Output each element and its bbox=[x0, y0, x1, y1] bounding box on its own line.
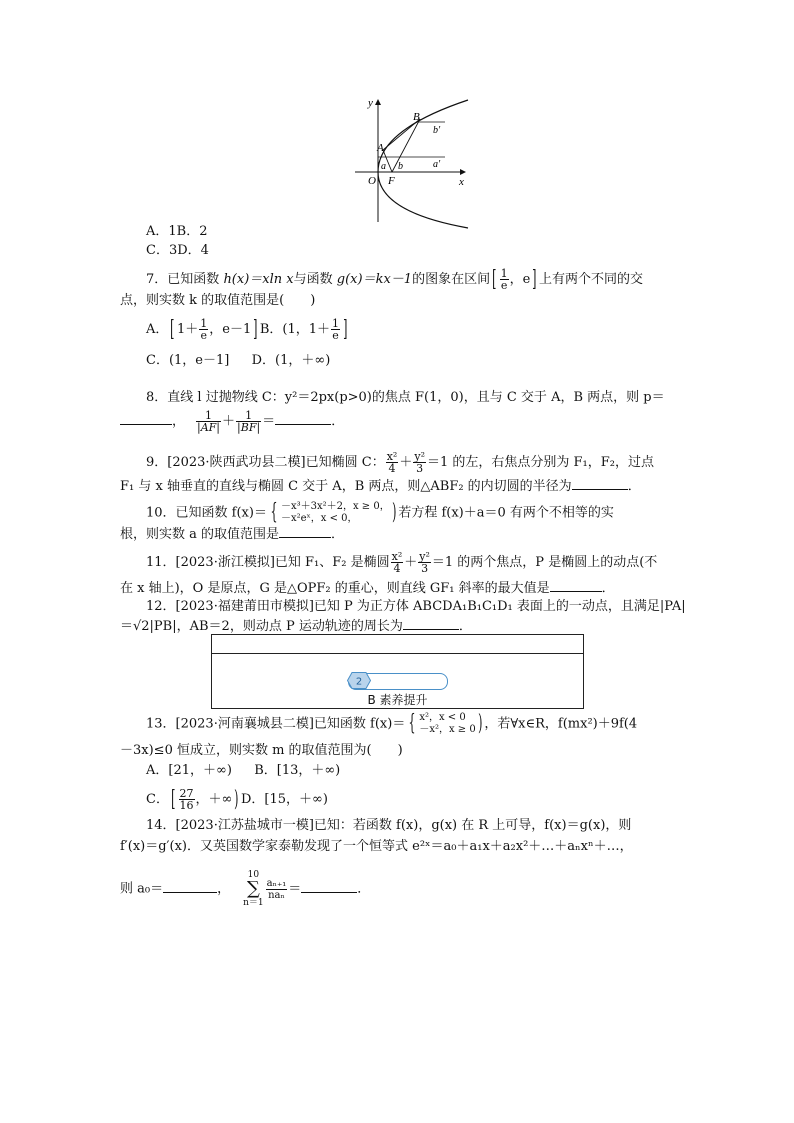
chord-AB bbox=[383, 119, 420, 150]
q13-piecewise bbox=[419, 712, 475, 736]
q7-num: 7． bbox=[146, 272, 168, 287]
q11-fraction1 bbox=[391, 551, 404, 574]
q13-optC-paren: ) bbox=[234, 786, 239, 812]
q13-optC-den: 16 bbox=[179, 799, 194, 812]
q10-piecewise bbox=[281, 501, 390, 525]
badge-hexagon-icon bbox=[347, 672, 371, 689]
q13-case1: x²，x < 0 bbox=[419, 712, 466, 723]
q7-interval-fraction bbox=[500, 268, 509, 291]
q9-f1-num: x² bbox=[386, 450, 398, 463]
q7-optB-num: 1 bbox=[332, 317, 340, 330]
q14-sum-bot: n＝1 bbox=[243, 898, 264, 908]
q13-optC-num: 27 bbox=[179, 787, 194, 800]
q14-frac-num: aₙ₊₁ bbox=[266, 877, 287, 889]
q9-end: ． bbox=[627, 479, 641, 494]
q13-line2: －3x)≤0 恒成立，则实数 m 的取值范围为( ) bbox=[120, 743, 403, 758]
q8-end: ． bbox=[331, 414, 345, 429]
q7-optA-num: 1 bbox=[200, 317, 208, 330]
q10-brace-right: ) bbox=[391, 500, 397, 525]
q13-optC-fraction bbox=[179, 788, 195, 811]
q14-frac-den: naₙ bbox=[268, 889, 285, 901]
q7-g: g(x)＝kx－1 bbox=[336, 272, 413, 287]
q12-line1: 12．[2023·福建莆田市模拟]已知 P 为正方体 ABCDA₁B₁C₁D₁ 表面上的一动点，且满足|PA| bbox=[146, 599, 686, 614]
q6-choices-line2: C．3D．4 bbox=[146, 243, 209, 258]
q12-line2-text: ＝√2|PB|，AB＝2，则动点 P 运动轨迹的周长为 bbox=[120, 619, 403, 634]
q12-blank[interactable] bbox=[403, 617, 459, 630]
q9-f1-den: 4 bbox=[388, 462, 396, 475]
q13-optC-prefix: C． bbox=[146, 792, 169, 807]
q11-f2-den: 3 bbox=[421, 562, 429, 575]
q7-optA-bracket-right: ] bbox=[253, 316, 258, 342]
q7-optA-prefix: A． bbox=[146, 322, 169, 337]
q7-interval-left-bracket: [ bbox=[492, 266, 497, 292]
q11-f1-den: 4 bbox=[393, 562, 401, 575]
q7-optA-a: 1＋ bbox=[176, 322, 199, 337]
section-banner bbox=[211, 634, 584, 709]
segment-FB bbox=[392, 119, 420, 172]
q7-optA-den: e bbox=[200, 329, 208, 342]
label-A: A bbox=[377, 142, 384, 154]
q8-sep: ， bbox=[172, 414, 186, 429]
q13-brace-right: ) bbox=[477, 711, 483, 736]
q9-fraction2 bbox=[413, 451, 426, 474]
q8-fraction2 bbox=[236, 410, 261, 433]
q13-post: ，若∀x∈R，f(mx²)＋9f(4 bbox=[484, 716, 638, 732]
q14-sum-operator bbox=[243, 870, 264, 908]
q10-line2 bbox=[120, 525, 344, 544]
q9-pre: 9．[2023·陕西武功县二模]已知椭圆 C： bbox=[146, 455, 385, 470]
q7-interval-den: e bbox=[500, 279, 508, 292]
q7-interval-num: 1 bbox=[500, 267, 508, 280]
q6-choices-line1: A．1B．2 bbox=[146, 224, 208, 239]
q10-case2: －x²eˣ，x < 0， bbox=[280, 513, 358, 524]
q13-optB: B．[13，＋∞) bbox=[254, 763, 341, 778]
q7-optA-bracket: [ bbox=[170, 316, 175, 342]
q7-optA-fraction bbox=[199, 318, 208, 341]
q7-optD: D．(1，＋∞) bbox=[251, 353, 331, 368]
q9-blank[interactable] bbox=[572, 477, 628, 490]
q14-line3 bbox=[120, 870, 370, 908]
q13-optD: D．[15，＋∞) bbox=[240, 792, 328, 807]
q10-blank[interactable] bbox=[279, 525, 331, 538]
q7-optC: C．(1，e－1] bbox=[146, 353, 230, 368]
q14-sep: ， bbox=[217, 881, 231, 897]
parabola-figure bbox=[0, 0, 794, 240]
q7-h: h(x)＝xln x bbox=[223, 272, 294, 287]
q8-f1-den: |AF| bbox=[197, 421, 221, 434]
q10-case1: －x³＋3x²＋2，x ≥ 0， bbox=[280, 501, 390, 512]
q7-text4: 上有两个不同的交 bbox=[538, 272, 643, 287]
label-F: F bbox=[388, 175, 395, 187]
banner-divider bbox=[212, 653, 583, 654]
q13-case2: －x²，x ≥ 0 bbox=[419, 724, 476, 735]
q14-sum-top: 10 bbox=[247, 870, 260, 880]
q14-fraction bbox=[266, 878, 288, 901]
q13-options-CD bbox=[146, 788, 328, 811]
q11-plus: ＋ bbox=[404, 555, 418, 570]
q8-f2-num: 1 bbox=[236, 410, 261, 422]
q11-post: ＝1 的两个焦点，P 是椭圆上的动点(不 bbox=[431, 555, 658, 570]
q14-eq: ＝ bbox=[288, 881, 302, 897]
label-y: y bbox=[368, 97, 373, 109]
q11-line2 bbox=[120, 579, 615, 598]
q7-optB-den: e bbox=[332, 329, 339, 342]
q7-text3: 的图象在区间 bbox=[412, 272, 491, 287]
q9-plus: ＋ bbox=[399, 455, 413, 470]
q10-line2-text: 根，则实数 a 的取值范围是 bbox=[120, 527, 280, 542]
q13-brace: { bbox=[408, 711, 416, 736]
q14-blank-sum[interactable] bbox=[301, 880, 357, 893]
q8-plus: ＋ bbox=[222, 414, 236, 429]
q14-line1: 14．[2023·江苏盐城市一模]已知：若函数 f(x)，g(x) 在 R 上可导，f(x)＝g(x)，则 bbox=[146, 818, 632, 833]
q9-post: ＝1 的左，右焦点分别为 F₁，F₂，过点 bbox=[426, 455, 654, 470]
q8-f1-num: 1 bbox=[196, 410, 221, 422]
banner-title: B 素养提升 bbox=[367, 693, 428, 707]
q10-pre: 10．已知函数 f(x)＝ bbox=[146, 505, 267, 521]
q13-options-AB bbox=[146, 762, 340, 780]
q8-eq: ＝ bbox=[262, 414, 276, 429]
label-b-prime: b′ bbox=[433, 125, 441, 136]
q13-optA: A．[21，＋∞) bbox=[146, 763, 232, 778]
parabola-curve bbox=[378, 100, 468, 228]
q7-optB-a: (1，1＋ bbox=[282, 322, 331, 337]
label-origin: O bbox=[368, 175, 376, 187]
q11-line2-text: 在 x 轴上)，O 是原点，G 是△OPF₂ 的重心，则直线 GF₁ 斜率的最大值是 bbox=[120, 581, 550, 596]
q9-f2-num: y² bbox=[414, 450, 425, 463]
label-x: x bbox=[459, 176, 464, 188]
q11-line1 bbox=[146, 551, 657, 574]
q9-line2-text: F₁ 与 x 轴垂直的直线与椭圆 C 交于 A，B 两点，则△ABF₂ 的内切圆的半径为 bbox=[120, 479, 572, 494]
q13-optC-post: ，＋∞ bbox=[195, 792, 233, 807]
q13-pre: 13．[2023·河南襄城县二模]已知函数 f(x)＝ bbox=[146, 716, 406, 732]
label-b: b bbox=[398, 161, 403, 172]
q7-optB-bracket: ] bbox=[343, 316, 348, 342]
badge-number: 2 bbox=[355, 676, 363, 688]
q14-sum-sym: ∑ bbox=[246, 878, 260, 899]
q11-f1-num: x² bbox=[391, 550, 403, 563]
q10-line1 bbox=[146, 501, 614, 525]
q8-f2-den: |BF| bbox=[237, 421, 261, 434]
q9-line1 bbox=[146, 451, 654, 474]
q8-blank-sum[interactable] bbox=[275, 412, 331, 425]
q10-end: ． bbox=[331, 527, 345, 542]
label-a-prime: a′ bbox=[433, 159, 441, 170]
label-a: a bbox=[381, 161, 386, 172]
q11-pre: 11．[2023·浙江模拟]已知 F₁、F₂ 是椭圆 bbox=[146, 555, 390, 570]
q9-f2-den: 3 bbox=[416, 462, 424, 475]
q7-line2: 点，则实数 k 的取值范围是( ) bbox=[120, 293, 316, 308]
q10-post: 若方程 f(x)＋a＝0 有两个不相等的实 bbox=[398, 505, 614, 521]
q7-text2: 与函数 bbox=[293, 272, 333, 287]
q11-blank[interactable] bbox=[550, 579, 602, 592]
q7-optA-b: ，e－1 bbox=[209, 322, 252, 337]
q7-optB-prefix: B． bbox=[259, 322, 283, 337]
q7-options-AB bbox=[146, 318, 350, 341]
q7-optB-fraction bbox=[331, 318, 340, 341]
q8-line1: 8．直线 l 过抛物线 C：y²＝2px(p>0)的焦点 F(1，0)，且与 C 交于 A，B 两点，则 p＝ bbox=[146, 390, 665, 405]
q10-brace: { bbox=[270, 500, 278, 525]
q11-end: ． bbox=[601, 581, 615, 596]
q9-line2 bbox=[120, 477, 641, 496]
q8-line2 bbox=[120, 410, 344, 433]
q13-optC-bracket: [ bbox=[171, 786, 176, 812]
q9-fraction1 bbox=[386, 451, 399, 474]
q11-f2-num: y² bbox=[419, 550, 430, 563]
q8-fraction1 bbox=[196, 410, 221, 433]
q7-interval-right-bracket: ] bbox=[532, 266, 537, 292]
q7-interval-right: ，e bbox=[509, 272, 531, 287]
q14-pre3: 则 a₀＝ bbox=[120, 881, 164, 897]
q8-blank-p[interactable] bbox=[120, 412, 172, 425]
q7-line1 bbox=[146, 268, 643, 291]
q13-line1 bbox=[146, 712, 637, 736]
q11-fraction2 bbox=[418, 551, 431, 574]
q7-options-CD bbox=[146, 352, 330, 370]
q14-blank-a0[interactable] bbox=[163, 880, 217, 893]
q7-text1: 已知函数 bbox=[167, 272, 220, 287]
q14-line2: f′(x)＝g′(x)．又英国数学家泰勒发现了一个恒等式 e²ˣ＝a₀＋a₁x＋a₂x²＋…＋aₙxⁿ＋…， bbox=[120, 839, 633, 854]
q12-end: ． bbox=[458, 619, 472, 634]
q14-end: ． bbox=[357, 881, 371, 897]
label-B: B bbox=[413, 111, 420, 123]
